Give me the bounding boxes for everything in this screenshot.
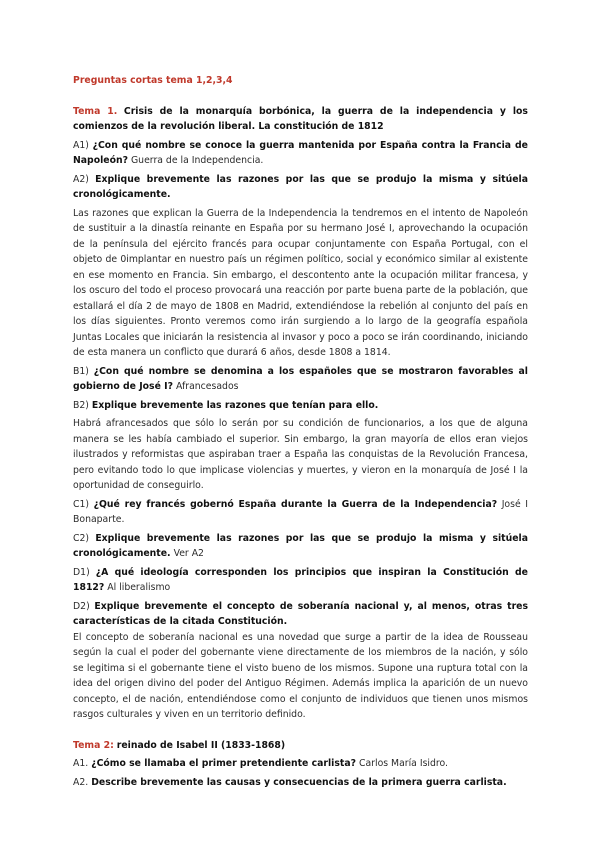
question-b1	[73, 364, 528, 395]
answer-text: Afrancesados	[175, 381, 239, 392]
question-d1	[73, 565, 528, 596]
answer-text: Ver A2	[173, 548, 204, 559]
question-text: ¿A qué ideología corresponden los principios que inspiran la Constitución de 1812?	[73, 566, 528, 593]
question-number: C1)	[73, 498, 90, 510]
answer-text: Guerra de la Independencia.	[130, 155, 264, 166]
answer-a2: Las razones que explican la Guerra de la Independencia la tendremos en el intento de Napoleón de sustituir a la dinastía reinante en España por su hermano José I, aprovechando la ocupación de la península del ejército francés para ocupar conjuntamente con España Portugal, con el objeto de 0implantar en nuestro país un régimen político, social y económico similar al existente en ese momento en Francia. Sin embargo, el descontento ante la ocupación militar francesa, y los oscuro del todo el proceso provocará una reacción por parte buena parte de la población, que estallará el día 2 de mayo de 1808 en Madrid, extendiéndose la rebelión al conjunto del país en los días siguientes. Pronto veremos como irán surgiendo a lo largo de la geografía española Juntas Locales que iniciarán la resistencia al invasor y poco a poco se irán coordinando, iniciando de esta manera un conflicto que durará 6 años, desde 1808 a 1814.	[73, 207, 528, 358]
question-number: A1)	[73, 139, 89, 151]
answer-b2: Habrá afrancesados que sólo lo serán por su condición de funcionarios, a los que de alguna manera se les había cambiado el superior. Sin embargo, la gran mayoría de ellos eran viejos ilustrados y reformistas que aspiraban traer a España las conquistas de la Revolución Francesa, pero evitando todo lo que implicase violencias y muertes, y vieron en la monarquía de José I la oportunidad de conseguirlo.	[73, 418, 528, 491]
answer-text: Al liberalismo	[107, 582, 171, 593]
question-number: D2)	[73, 600, 90, 612]
question-number: A1.	[73, 758, 89, 769]
question-number: D1)	[73, 566, 90, 578]
question-text: Explique brevemente las razones por las que se produjo la misma y sitúela cronológicamente.	[73, 173, 528, 200]
question-number: B2)	[73, 399, 89, 411]
question-t2-a1	[73, 756, 528, 772]
question-number: A2.	[73, 776, 89, 788]
question-t2-a2	[73, 775, 528, 791]
question-text: Describe brevemente las causas y consecuencias de la primera guerra carlista.	[91, 776, 507, 788]
tema-1-heading	[73, 104, 528, 135]
answer-text: José I Bonaparte.	[73, 498, 528, 525]
question-number: C2)	[73, 532, 90, 544]
tema-1-title: Crisis de la monarquía borbónica, la guerra de la independencia y los comienzos de la revolución liberal. La constitución de 1812	[73, 105, 528, 132]
question-a2	[73, 172, 528, 203]
question-text: ¿Cómo se llamaba el primer pretendiente carlista?	[91, 758, 356, 769]
tema-1-label: Tema 1.	[73, 105, 118, 117]
tema-2-title: reinado de Isabel II (1833-1868)	[116, 739, 286, 751]
question-c1	[73, 497, 528, 528]
tema-2-label: Tema 2:	[73, 739, 114, 751]
question-c2	[73, 531, 528, 562]
question-number: B1)	[73, 365, 89, 377]
answer-d2: El concepto de soberanía nacional es una novedad que surge a partir de la idea de Rousseau según la cual el poder del gobernante viene directamente de los miembros de la nación, y sólo se legitima si el gobernante tiene el visto bueno de los mismos. Supone una ruptura total con la idea del origen divino del poder del Antiguo Régimen. Además implica la aparición de un nuevo concepto, el de nación, entendiéndose como el conjunto de individuos que tienen unos mismos rasgos culturales y viven en un territorio definido.	[73, 631, 528, 720]
tema-2-heading	[73, 738, 528, 754]
question-number: A2)	[73, 173, 89, 185]
document-title: Preguntas cortas tema 1,2,3,4	[73, 75, 233, 86]
question-text: ¿Con qué nombre se denomina a los españoles que se mostraron favorables al gobierno de José I?	[73, 365, 528, 392]
question-text: Explique brevemente el concepto de soberanía nacional y, al menos, otras tres características de la citada Constitución.	[73, 600, 528, 627]
answer-text: Carlos María Isidro.	[358, 758, 448, 769]
question-text: Explique brevemente las razones por las que se produjo la misma y sitúela cronológicamente.	[73, 532, 528, 559]
question-text: ¿Qué rey francés gobernó España durante la Guerra de la Independencia?	[93, 498, 498, 510]
question-text: Explique brevemente las razones que tenían para ello.	[91, 399, 379, 411]
question-d2	[73, 599, 528, 630]
question-a1	[73, 138, 528, 169]
question-b2	[73, 398, 528, 414]
document-page	[73, 73, 528, 790]
question-text: ¿Con qué nombre se conoce la guerra mantenida por España contra la Francia de Napoleón?	[73, 139, 528, 166]
